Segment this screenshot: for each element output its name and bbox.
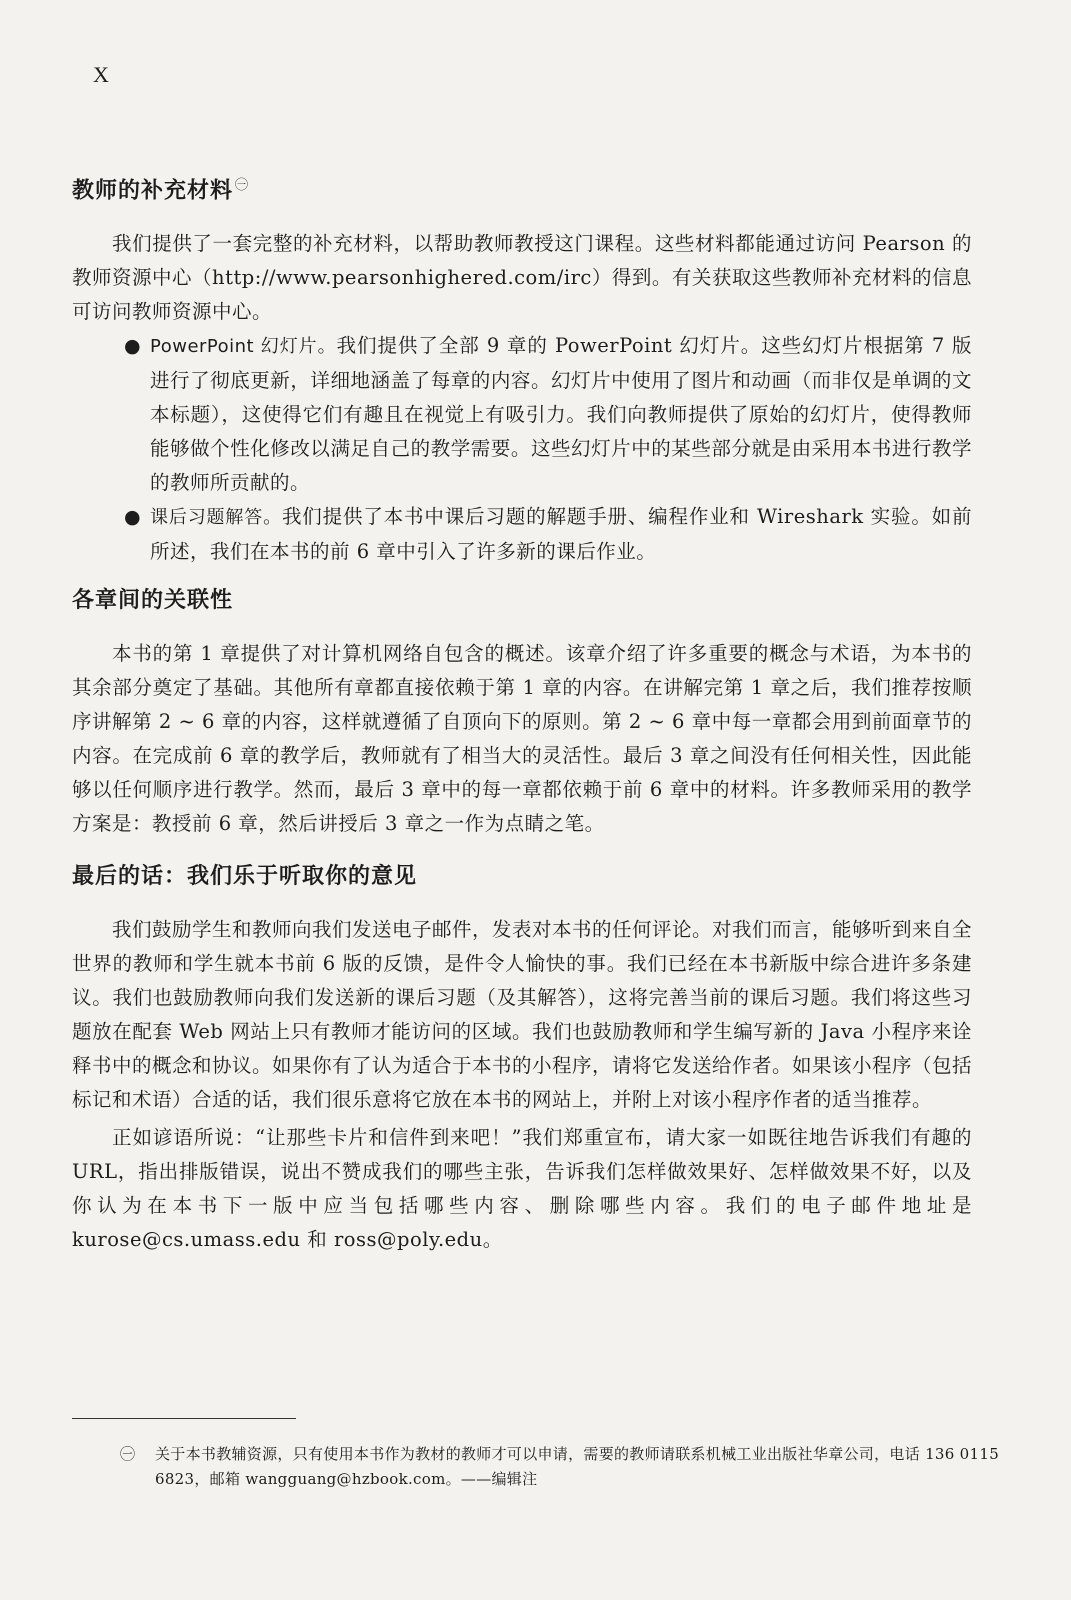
bullet-icon: ● [124,506,142,529]
final-words-paragraph: 正如谚语所说：“让那些卡片和信件到来吧！”我们郑重宣布，请大家一如既往地告诉我们有趣的 URL，指出排版错误，说出不赞成我们的哪些主张，告诉我们怎样做效果好、怎样做效果不好，以及你认为在本书下一版中应当包括哪些内容、删除哪些内容。我们的电子邮件地址是 kurose@cs.umass.edu 和 ross@poly.edu。 [72,1126,972,1252]
item-lead: 课后习题解答。 [150,507,282,529]
list-item [72,329,972,500]
bullet-icon: ● [124,335,142,358]
footnote [120,1442,1015,1492]
dependencies-text: 本书的第 1 章提供了对计算机网络自包含的概述。该章介绍了许多重要的概念与术语，为本书的其余部分奠定了基础。其他所有章都直接依赖于第 1 章的内容。在讲解完第 1 章之后，我们推荐按顺序讲解第 2 ~ 6 章的内容，这样就遵循了自顶向下的原则。第 2 ~ 6 章中每一章都会用到前面章节的内容。在完成前 6 章的教学后，教师就有了相当大的灵活性。最后 3 章之间没有任何相关性，因此能够以任何顺序进行教学。然而，最后 3 章中的每一章都依赖于前 6 章中的材料。许多教师采用的教学方案是：教授前 6 章，然后讲授后 3 章之一作为点睛之笔。 [72,642,972,836]
heading-text: 教师的补充材料 [72,178,234,204]
supplements-intro: 我们提供了一套完整的补充材料，以帮助教师教授这门课程。这些材料都能通过访问 Pearson 的教师资源中心（http://www.pearsonhighered.com/irc）得到。有关获取这些教师补充材料的信息可访问教师资源中心。 [72,232,972,324]
section-dependencies [72,583,972,841]
page-content [72,168,972,1271]
item-lead: PowerPoint 幻灯片。 [150,336,337,358]
item-text: 我们提供了全部 9 章的 PowerPoint 幻灯片。这些幻灯片根据第 7 版进行了彻底更新，详细地涵盖了每章的内容。幻灯片中使用了图片和动画（而非仅是单调的文本标题），这使得它们有趣且在视觉上有吸引力。我们向教师提供了原始的幻灯片，使得教师能够做个性化修改以满足自己的教学需要。这些幻灯片中的某些部分就是由采用本书进行教学的教师所贡献的。 [150,334,972,495]
footnote-reference: ㊀ [235,178,250,193]
section-heading-dependencies: 各章间的关联性 [72,588,234,614]
section-final-words [72,859,972,1257]
footnote-divider [72,1418,296,1419]
list-item [72,500,972,569]
section-heading-supplements [72,168,972,209]
item-text: 我们提供了本书中课后习题的解题手册、编程作业和 Wireshark 实验。如前所述，我们在本书的前 6 章中引入了许多新的课后作业。 [150,505,973,564]
section-heading-final-words: 最后的话：我们乐于听取你的意见 [72,864,418,890]
footnote-mark: ㊀ [120,1445,136,1463]
page-number: X [93,62,110,87]
footnote-text: 关于本书教辅资源，只有使用本书作为教材的教师才可以申请，需要的教师请联系机械工业出版社华章公司，电话 136 0115 6823，邮箱 wangguang@hzbook.com。——编辑注 [155,1445,1000,1488]
supplements-list [72,329,972,569]
section-supplements [72,168,972,569]
final-words-paragraph: 我们鼓励学生和教师向我们发送电子邮件，发表对本书的任何评论。对我们而言，能够听到来自全世界的教师和学生就本书前 6 版的反馈，是件令人愉快的事。我们已经在本书新版中综合进许多条建议。我们也鼓励教师向我们发送新的课后习题（及其解答），这将完善当前的课后习题。我们将这些习题放在配套 Web 网站上只有教师才能访问的区域。我们也鼓励教师和学生编写新的 Java 小程序来诠释书中的概念和协议。如果你有了认为适合于本书的小程序，请将它发送给作者。如果该小程序（包括标记和术语）合适的话，我们很乐意将它放在本书的网站上，并附上对该小程序作者的适当推荐。 [72,918,973,1112]
